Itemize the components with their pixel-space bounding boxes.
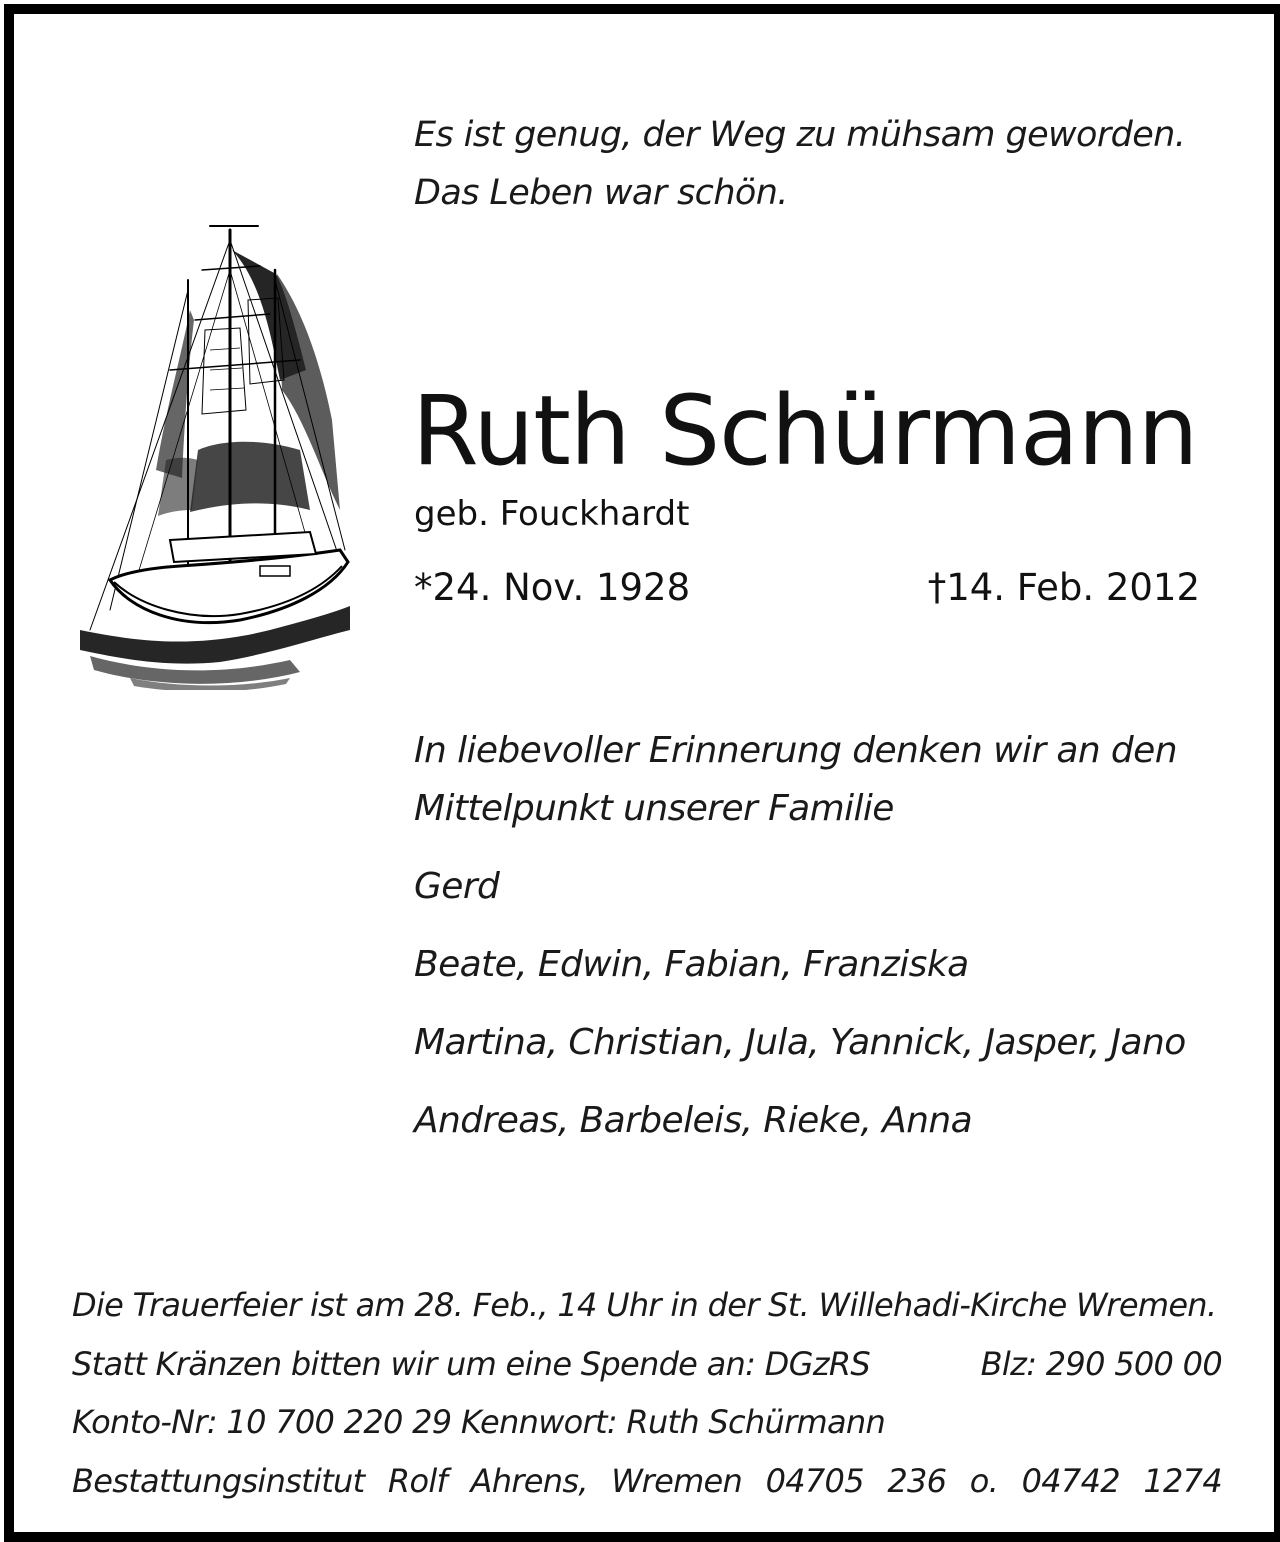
memory-line: In liebevoller Erinnerung denken wir an den: [414, 730, 1177, 771]
funeral-home-word: o.: [969, 1461, 999, 1500]
sailing-ship-illustration: [70, 210, 360, 690]
maiden-name: geb. Fouckhardt: [414, 494, 690, 534]
funeral-home-word: 04705: [765, 1461, 864, 1500]
family-line: Andreas, Barbeleis, Rieke, Anna: [414, 1100, 973, 1141]
funeral-service-line: Die Trauerfeier ist am 28. Feb., 14 Uhr in der St. Willehadi-Kirche Wremen.: [72, 1286, 1217, 1324]
death-date: †14. Feb. 2012: [927, 566, 1200, 609]
deceased-name: Ruth Schürmann: [412, 375, 1198, 487]
bank-code: Blz: 290 500 00: [980, 1344, 1222, 1383]
donation-text: Statt Kränzen bitten wir um eine Spende an: DGzRS: [72, 1344, 870, 1383]
funeral-details: [72, 1276, 1222, 1510]
donation-line: [72, 1335, 1222, 1394]
account-line: Konto-Nr: 10 700 220 29 Kennwort: Ruth Schürmann: [72, 1403, 886, 1441]
motto-line: Das Leben war schön.: [414, 173, 788, 213]
motto-line: Es ist genug, der Weg zu mühsam geworden.: [414, 115, 1186, 155]
funeral-home-word: Rolf: [387, 1461, 448, 1500]
family-line: Gerd: [414, 866, 500, 907]
motto-quote: [414, 106, 1185, 222]
funeral-home-word: Ahrens,: [470, 1461, 588, 1500]
funeral-home-line: [72, 1452, 1222, 1511]
family-line: Beate, Edwin, Fabian, Franziska: [414, 944, 969, 985]
funeral-home-word: Wremen: [611, 1461, 743, 1500]
funeral-home-word: Bestattungsinstitut: [72, 1461, 365, 1500]
funeral-home-word: 236: [887, 1461, 947, 1500]
memory-line: Mittelpunkt unserer Familie: [414, 788, 894, 829]
funeral-home-word: 1274: [1143, 1461, 1222, 1500]
memory-text: [414, 722, 1214, 838]
family-list: [414, 856, 1244, 1168]
funeral-home-word: 04742: [1021, 1461, 1120, 1500]
family-line: Martina, Christian, Jula, Yannick, Jasper, Jano: [414, 1022, 1186, 1063]
birth-date: *24. Nov. 1928: [414, 566, 691, 609]
obituary-notice: [4, 4, 1280, 1542]
